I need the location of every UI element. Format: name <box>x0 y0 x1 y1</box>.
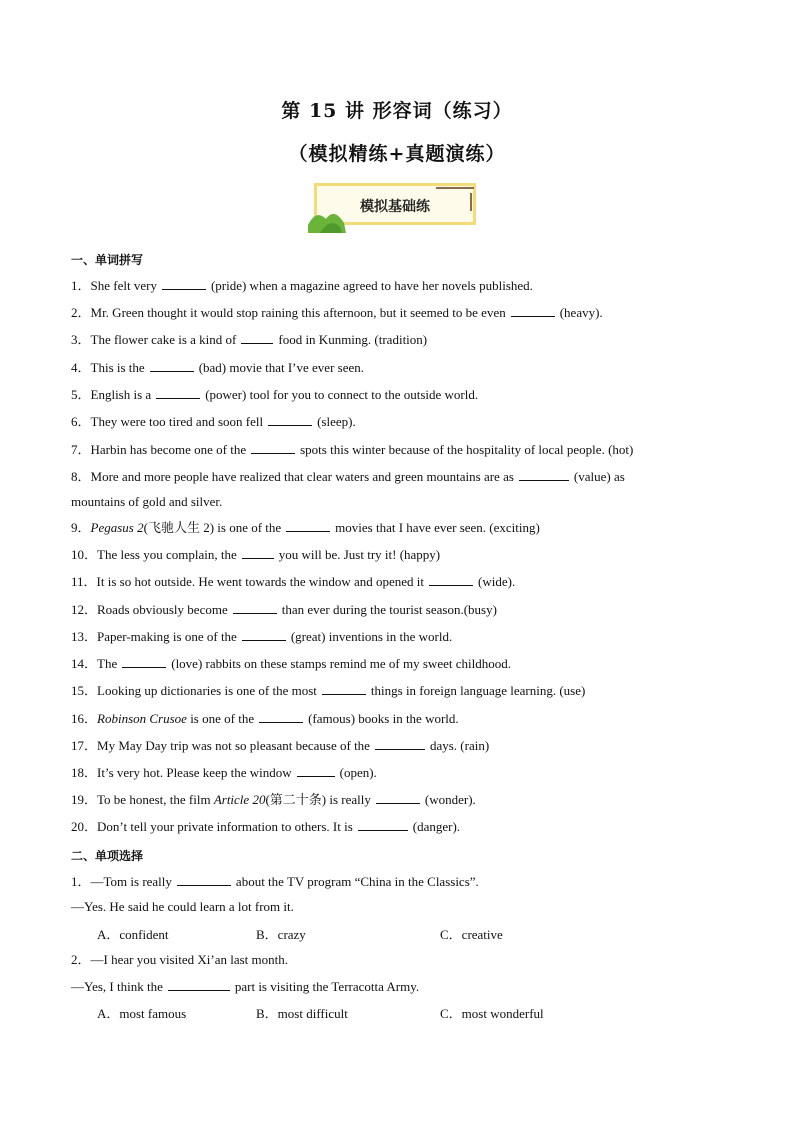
question-3: 3．The flower cake is a kind of food in Kunming. (tradition) <box>71 332 428 347</box>
choice-question-1-reply: —Yes. He said he could learn a lot from it. <box>71 899 294 914</box>
answer-blank[interactable] <box>376 791 420 804</box>
banner-label: 模拟基础练 <box>360 199 430 215</box>
option-a[interactable]: A．most famous <box>97 1006 187 1021</box>
answer-blank[interactable] <box>241 331 273 344</box>
question-8: 8．More and more people have realized that clear waters and green mountains are as (value) as <box>71 469 625 484</box>
question-12: 12．Roads obviously become than ever during the tourist season.(busy) <box>71 602 497 617</box>
page-subtitle: （模拟精练+真题演练） <box>288 143 506 165</box>
answer-blank[interactable] <box>519 468 569 481</box>
question-15: 15．Looking up dictionaries is one of the most things in foreign language learning. (use) <box>71 683 586 698</box>
option-c[interactable]: C．most wonderful <box>440 1006 544 1021</box>
answer-blank[interactable] <box>242 546 274 559</box>
option-a[interactable]: A．confident <box>97 927 169 942</box>
choice-question-1: 1．—Tom is really about the TV program “China in the Classics”. <box>71 874 479 889</box>
answer-blank[interactable] <box>242 628 286 641</box>
answer-blank[interactable] <box>150 359 194 372</box>
answer-blank[interactable] <box>297 764 335 777</box>
answer-blank[interactable] <box>156 386 200 399</box>
question-10: 10．The less you complain, the you will be. Just try it! (happy) <box>71 547 441 562</box>
question-13: 13．Paper-making is one of the (great) inventions in the world. <box>71 629 453 644</box>
answer-blank[interactable] <box>233 601 277 614</box>
answer-blank[interactable] <box>358 818 408 831</box>
question-11: 11．It is so hot outside. He went towards the window and opened it (wide). <box>71 574 516 589</box>
question-7: 7．Harbin has become one of the spots this winter because of the hospitality of local people. (hot) <box>71 442 634 457</box>
answer-blank[interactable] <box>162 277 206 290</box>
question-8-continued: mountains of gold and silver. <box>71 494 223 509</box>
choice-question-2: 2．—I hear you visited Xi’an last month. <box>71 952 288 967</box>
answer-blank[interactable] <box>259 710 303 723</box>
section-banner <box>308 181 482 231</box>
answer-blank[interactable] <box>268 413 312 426</box>
question-14: 14．The (love) rabbits on these stamps remind me of my sweet childhood. <box>71 656 511 671</box>
answer-blank[interactable] <box>168 978 230 991</box>
question-2: 2．Mr. Green thought it would stop raining this afternoon, but it seemed to be even (heavy). <box>71 305 603 320</box>
answer-blank[interactable] <box>429 573 473 586</box>
answer-blank[interactable] <box>375 737 425 750</box>
question-18: 18．It’s very hot. Please keep the window (open). <box>71 765 377 780</box>
page-title: 第 15 讲 形容词（练习） <box>281 100 513 122</box>
question-1: 1．She felt very (pride) when a magazine agreed to have her novels published. <box>71 278 533 293</box>
answer-blank[interactable] <box>511 304 555 317</box>
question-9: 9．Pegasus 2(飞驰人生 2) is one of the movies that I have ever seen. (exciting) <box>71 520 540 535</box>
question-19: 19．To be honest, the film Article 20(第二十条) is really (wonder). <box>71 792 476 807</box>
question-6: 6．They were too tired and soon fell (sleep). <box>71 414 356 429</box>
question-16: 16．Robinson Crusoe is one of the (famous) books in the world. <box>71 711 459 726</box>
question-17: 17．My May Day trip was not so pleasant because of the days. (rain) <box>71 738 490 753</box>
answer-blank[interactable] <box>177 873 231 886</box>
banner-deco-line <box>436 187 474 189</box>
answer-blank[interactable] <box>322 682 366 695</box>
question-20: 20．Don’t tell your private information to others. It is (danger). <box>71 819 461 834</box>
option-c[interactable]: C．creative <box>440 927 503 942</box>
question-5: 5．English is a (power) tool for you to connect to the outside world. <box>71 387 479 402</box>
question-4: 4．This is the (bad) movie that I’ve ever seen. <box>71 360 364 375</box>
option-b[interactable]: B．most difficult <box>256 1006 348 1021</box>
answer-blank[interactable] <box>286 519 330 532</box>
section-heading-choice: 二、单项选择 <box>71 849 144 863</box>
section-heading-spelling: 一、单词拼写 <box>71 253 144 267</box>
option-b[interactable]: B．crazy <box>256 927 306 942</box>
answer-blank[interactable] <box>251 441 295 454</box>
answer-blank[interactable] <box>122 655 166 668</box>
choice-question-2-reply: —Yes, I think the part is visiting the Terracotta Army. <box>71 979 420 994</box>
